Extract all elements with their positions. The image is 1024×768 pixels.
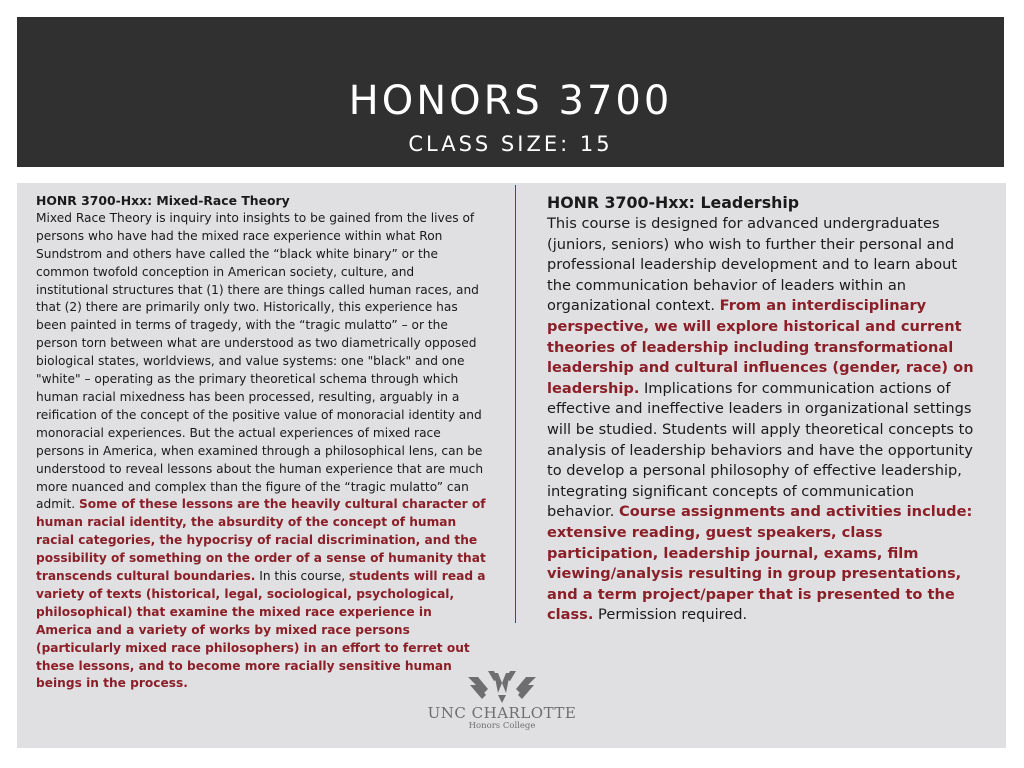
left-course-body-1: Mixed Race Theory is inquiry into insights to be gained from the lives of persons who have had the mixed race experience within what Ron Sundstrom and others have called the “black white binary” or the common twofold conception in American society, culture, and institutional structures that (1) there are things called human races, and that (2) there are primarily only two. Historically, this experience has been painted in terms of tragedy, with the “tragic mulatto” – or the person torn between what are understood as two diametrically opposed biological states, worldviews, and value systems: one "black" and one "white" – operating as the primary theoretical schema through which human racial mixedness has been processed, resulting, arguably in a reification of the concept of the positive value of monoracial identity and monoracial experiences. But the actual experiences of mixed race persons in America, when examined through a philosophical lens, can be understood to reveal lessons about the human experience that are much more nuanced and complex than the figure of the “tragic mulatto” can admit.: [36, 210, 484, 512]
unc-charlotte-crown-icon: [464, 669, 540, 703]
content-panel: [17, 183, 1006, 748]
logo-name: UNC CHARLOTTE: [427, 704, 577, 722]
logo-subtitle: Honors College: [468, 721, 536, 731]
right-course-highlight-1: From an interdisciplinary perspective, we will explore historical and current theories of leadership including transformational leadership and cultural influences (gender, race) on leadership.: [547, 297, 974, 397]
right-course-body-3: Permission required.: [593, 606, 748, 624]
right-course-column: [547, 192, 977, 626]
left-course-column: [36, 192, 489, 693]
unc-charlotte-logo: [422, 669, 582, 739]
left-course-body-2: In this course,: [255, 569, 350, 584]
slide-subtitle: CLASS SIZE: 15: [408, 132, 613, 156]
title-banner: [17, 17, 1004, 167]
column-divider: [515, 185, 516, 623]
left-course-highlight-2: students will read a variety of texts (historical, legal, sociological, psychological, philosophical) that examine the mixed race experience in America and a variety of works by mixed race persons (particularly mixed race philosophers) in an effort to ferret out these lessons, and to become more racially sensitive human beings in the process.: [36, 569, 486, 691]
left-course-highlight-1: Some of these lessons are the heavily cultural character of human racial identity, the absurdity of the concept of human racial categories, the hypocrisy of racial discrimination, and the possibility of something on the order of a sense of humanity that transcends cultural boundaries.: [36, 497, 486, 584]
slide-title: HONORS 3700: [348, 78, 673, 124]
right-course-title: HONR 3700-Hxx: Leadership: [547, 193, 800, 212]
left-course-title: HONR 3700-Hxx: Mixed-Race Theory: [36, 193, 290, 208]
right-course-body-1: This course is designed for advanced undergraduates (juniors, seniors) who wish to further their personal and professional leadership development and to learn about the communication behavior of leaders within an organizational context.: [547, 215, 958, 315]
right-course-highlight-2: Course assignments and activities include: extensive reading, guest speakers, class participation, leadership journal, exams, film viewing/analysis resulting in group presentations, and a term project/paper that is presented to the class.: [547, 503, 973, 624]
right-course-body-2: Implications for communication actions of effective and ineffective leaders in organizational settings will be studied. Students will apply theoretical concepts to analysis of leadership behaviors and have the opportunity to develop a personal philosophy of effective leadership, integrating significant concepts of communication behavior.: [547, 379, 974, 521]
